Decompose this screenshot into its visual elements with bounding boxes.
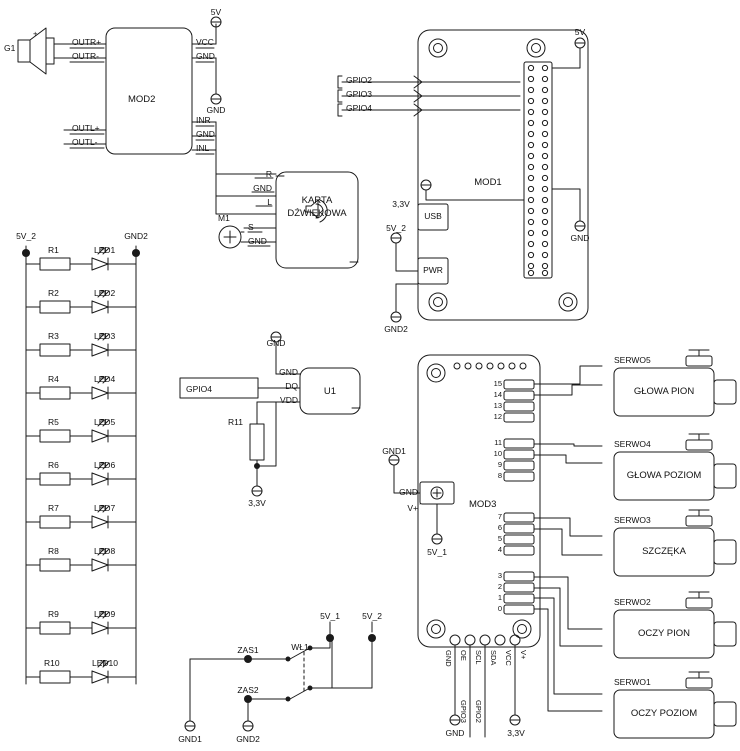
u1-input-gpio4: GPIO4 [186, 384, 212, 394]
mod2-pin-gnd: GND [196, 51, 215, 61]
mod3-bottom-pin-scl: SCL [474, 650, 483, 665]
mod3-ch-15: 15 [493, 379, 502, 388]
servo2-ref: SERWO2 [614, 597, 651, 607]
led-row-led8: LED8 [94, 546, 116, 556]
mod2-pin-outr-minus: OUTR- [72, 51, 99, 61]
mod3-bottom-pin-vcc: VCC [504, 650, 513, 666]
servo5-ref: SERWO5 [614, 355, 651, 365]
mod1-port-pwr: PWR [423, 265, 443, 275]
mod3-ch-4: 4 [497, 545, 502, 554]
sound-card-pin-r: R [265, 169, 272, 179]
mod2-pin-inr: INR [196, 115, 211, 125]
switch-wl1-label: WŁ1 [291, 642, 309, 652]
net-gnd-mod2: GND [206, 105, 226, 115]
mod2-pin-outl-minus: OUTL- [72, 137, 98, 147]
mod3-bottom-pin-gnd: GND [444, 650, 453, 667]
mod2-name: MOD2 [128, 94, 156, 105]
switch-gnd1-label: GND1 [178, 734, 202, 744]
mod1-net-gnd: GND [570, 233, 590, 243]
led-row-led7: LED7 [94, 503, 116, 513]
mod3-ch-10: 10 [493, 449, 502, 458]
servo3-name: SZCZĘKA [642, 546, 686, 557]
net-5v-mod2: 5V [210, 7, 222, 17]
servo1-name: OCZY POZIOM [630, 708, 698, 719]
mod3-bottom-net-gnd: GND [445, 728, 465, 738]
servo4-ref: SERWO4 [614, 439, 651, 449]
led-row-led5: LED5 [94, 417, 116, 427]
mod1-gpio4: GPIO4 [346, 103, 372, 113]
mod3-terminal-vplus: V+ [407, 503, 418, 513]
mod1-port-usb: USB [424, 211, 442, 221]
mod3-ch-2: 2 [497, 582, 502, 591]
mod3-bottom-pin-oe: OE [459, 650, 468, 661]
led-row-led10: LED10 [92, 658, 118, 668]
rail-5v1-label: 5V_1 [320, 611, 340, 621]
sound-card-name-line1: KARTA [301, 195, 333, 206]
mod2-pin-outl-plus: OUTL+ [72, 123, 100, 133]
led-row-r2: R2 [48, 288, 59, 298]
sound-card-pin-gnd-mic: GND [248, 236, 267, 246]
servo3-ref: SERWO3 [614, 515, 651, 525]
mod3-ch-3: 3 [497, 571, 502, 580]
mod1-net-5v2: 5V_2 [386, 223, 406, 233]
led-row-r3: R3 [48, 331, 59, 341]
u1-net-gnd: GND [266, 338, 286, 348]
led-row-led2: LED2 [94, 288, 116, 298]
mod1-gpio3: GPIO3 [346, 89, 372, 99]
sound-card-pin-l: L [267, 197, 272, 207]
u1-net-33v: 3,3V [248, 498, 266, 508]
mod3-ch-9: 9 [497, 460, 502, 469]
led-rail-right: GND2 [124, 231, 148, 241]
led-row-led1: LED1 [94, 245, 116, 255]
mod3-ch-1: 1 [497, 593, 502, 602]
rail-5v2-label: 5V_2 [362, 611, 382, 621]
mod1-net-gnd2: GND2 [384, 324, 408, 334]
mod3-ch-12: 12 [493, 412, 502, 421]
servo4-name: GŁOWA POZIOM [626, 470, 702, 481]
mod2-pin-inl: INL [196, 143, 210, 153]
u1-pin-dq: DQ [285, 381, 298, 391]
mod3-bottom-net-33v: 3,3V [507, 728, 525, 738]
mod3-ch-0: 0 [497, 604, 502, 613]
speaker-ref: G1 [4, 43, 16, 53]
led-row-r8: R8 [48, 546, 59, 556]
servo2-name: OCZY PION [637, 628, 691, 639]
servo5-name: GŁOWA PION [633, 386, 695, 397]
led-row-led4: LED4 [94, 374, 116, 384]
u1-pin-vdd: VDD [280, 395, 298, 405]
mod1-net-5v: 5V [574, 27, 586, 37]
mod1-name: MOD1 [474, 177, 502, 188]
mod2-pin-gnd2: GND [196, 129, 215, 139]
mod1-gpio2: GPIO2 [346, 75, 372, 85]
led-row-led3: LED3 [94, 331, 116, 341]
mod3-ch-11: 11 [494, 438, 502, 447]
mod3-net-5v1: 5V_1 [427, 547, 447, 557]
mod3-bottom-pin-sda: SDA [489, 650, 498, 666]
mod2-pin-outr-plus: OUTR+ [72, 37, 102, 47]
mod3-bottom-net-gpio2: GPIO2 [474, 700, 483, 723]
sound-card-pin-gnd: GND [253, 183, 272, 193]
led-rail-left: 5V_2 [16, 231, 36, 241]
sound-card-name-line2: DŹWIĘKOWA [287, 208, 347, 219]
mod1-net-33v: 3,3V [392, 199, 410, 209]
led-row-led6: LED6 [94, 460, 116, 470]
mod3-ch-13: 13 [493, 401, 502, 410]
led-row-r9: R9 [48, 609, 59, 619]
mod3-terminal-gnd: GND [399, 487, 418, 497]
led-row-r4: R4 [48, 374, 59, 384]
mod2-pin-vcc: VCC [196, 37, 214, 47]
mod3-bottom-pin-vplus: V+ [519, 650, 528, 660]
led-row-r5: R5 [48, 417, 59, 427]
u1-name: U1 [323, 386, 337, 397]
mod3-ch-8: 8 [497, 471, 502, 480]
mod3-bottom-net-gpio3: GPIO3 [459, 700, 468, 723]
led-row-r7: R7 [48, 503, 59, 513]
mod3-ch-6: 6 [497, 523, 502, 532]
sound-card-pin-s: S [248, 222, 254, 232]
speaker-plus: + [33, 29, 38, 38]
switch-zas1-label: ZAS1 [237, 645, 259, 655]
led-row-r6: R6 [48, 460, 59, 470]
mod3-name: MOD3 [469, 499, 497, 510]
mic-ref: M1 [218, 213, 230, 223]
switch-zas2-label: ZAS2 [237, 685, 259, 695]
led-row-led9: LED9 [94, 609, 116, 619]
led-row-r1: R1 [48, 245, 59, 255]
switch-gnd2-label: GND2 [236, 734, 260, 744]
mod3-ch-7: 7 [497, 512, 502, 521]
u1-pin-gnd: GND [279, 367, 298, 377]
mod3-ch-14: 14 [493, 390, 502, 399]
u1-resistor-r11: R11 [228, 417, 243, 427]
led-row-r10: R10 [44, 658, 60, 668]
servo1-ref: SERWO1 [614, 677, 651, 687]
mod3-net-gnd1: GND1 [382, 446, 406, 456]
mod3-ch-5: 5 [497, 534, 502, 543]
